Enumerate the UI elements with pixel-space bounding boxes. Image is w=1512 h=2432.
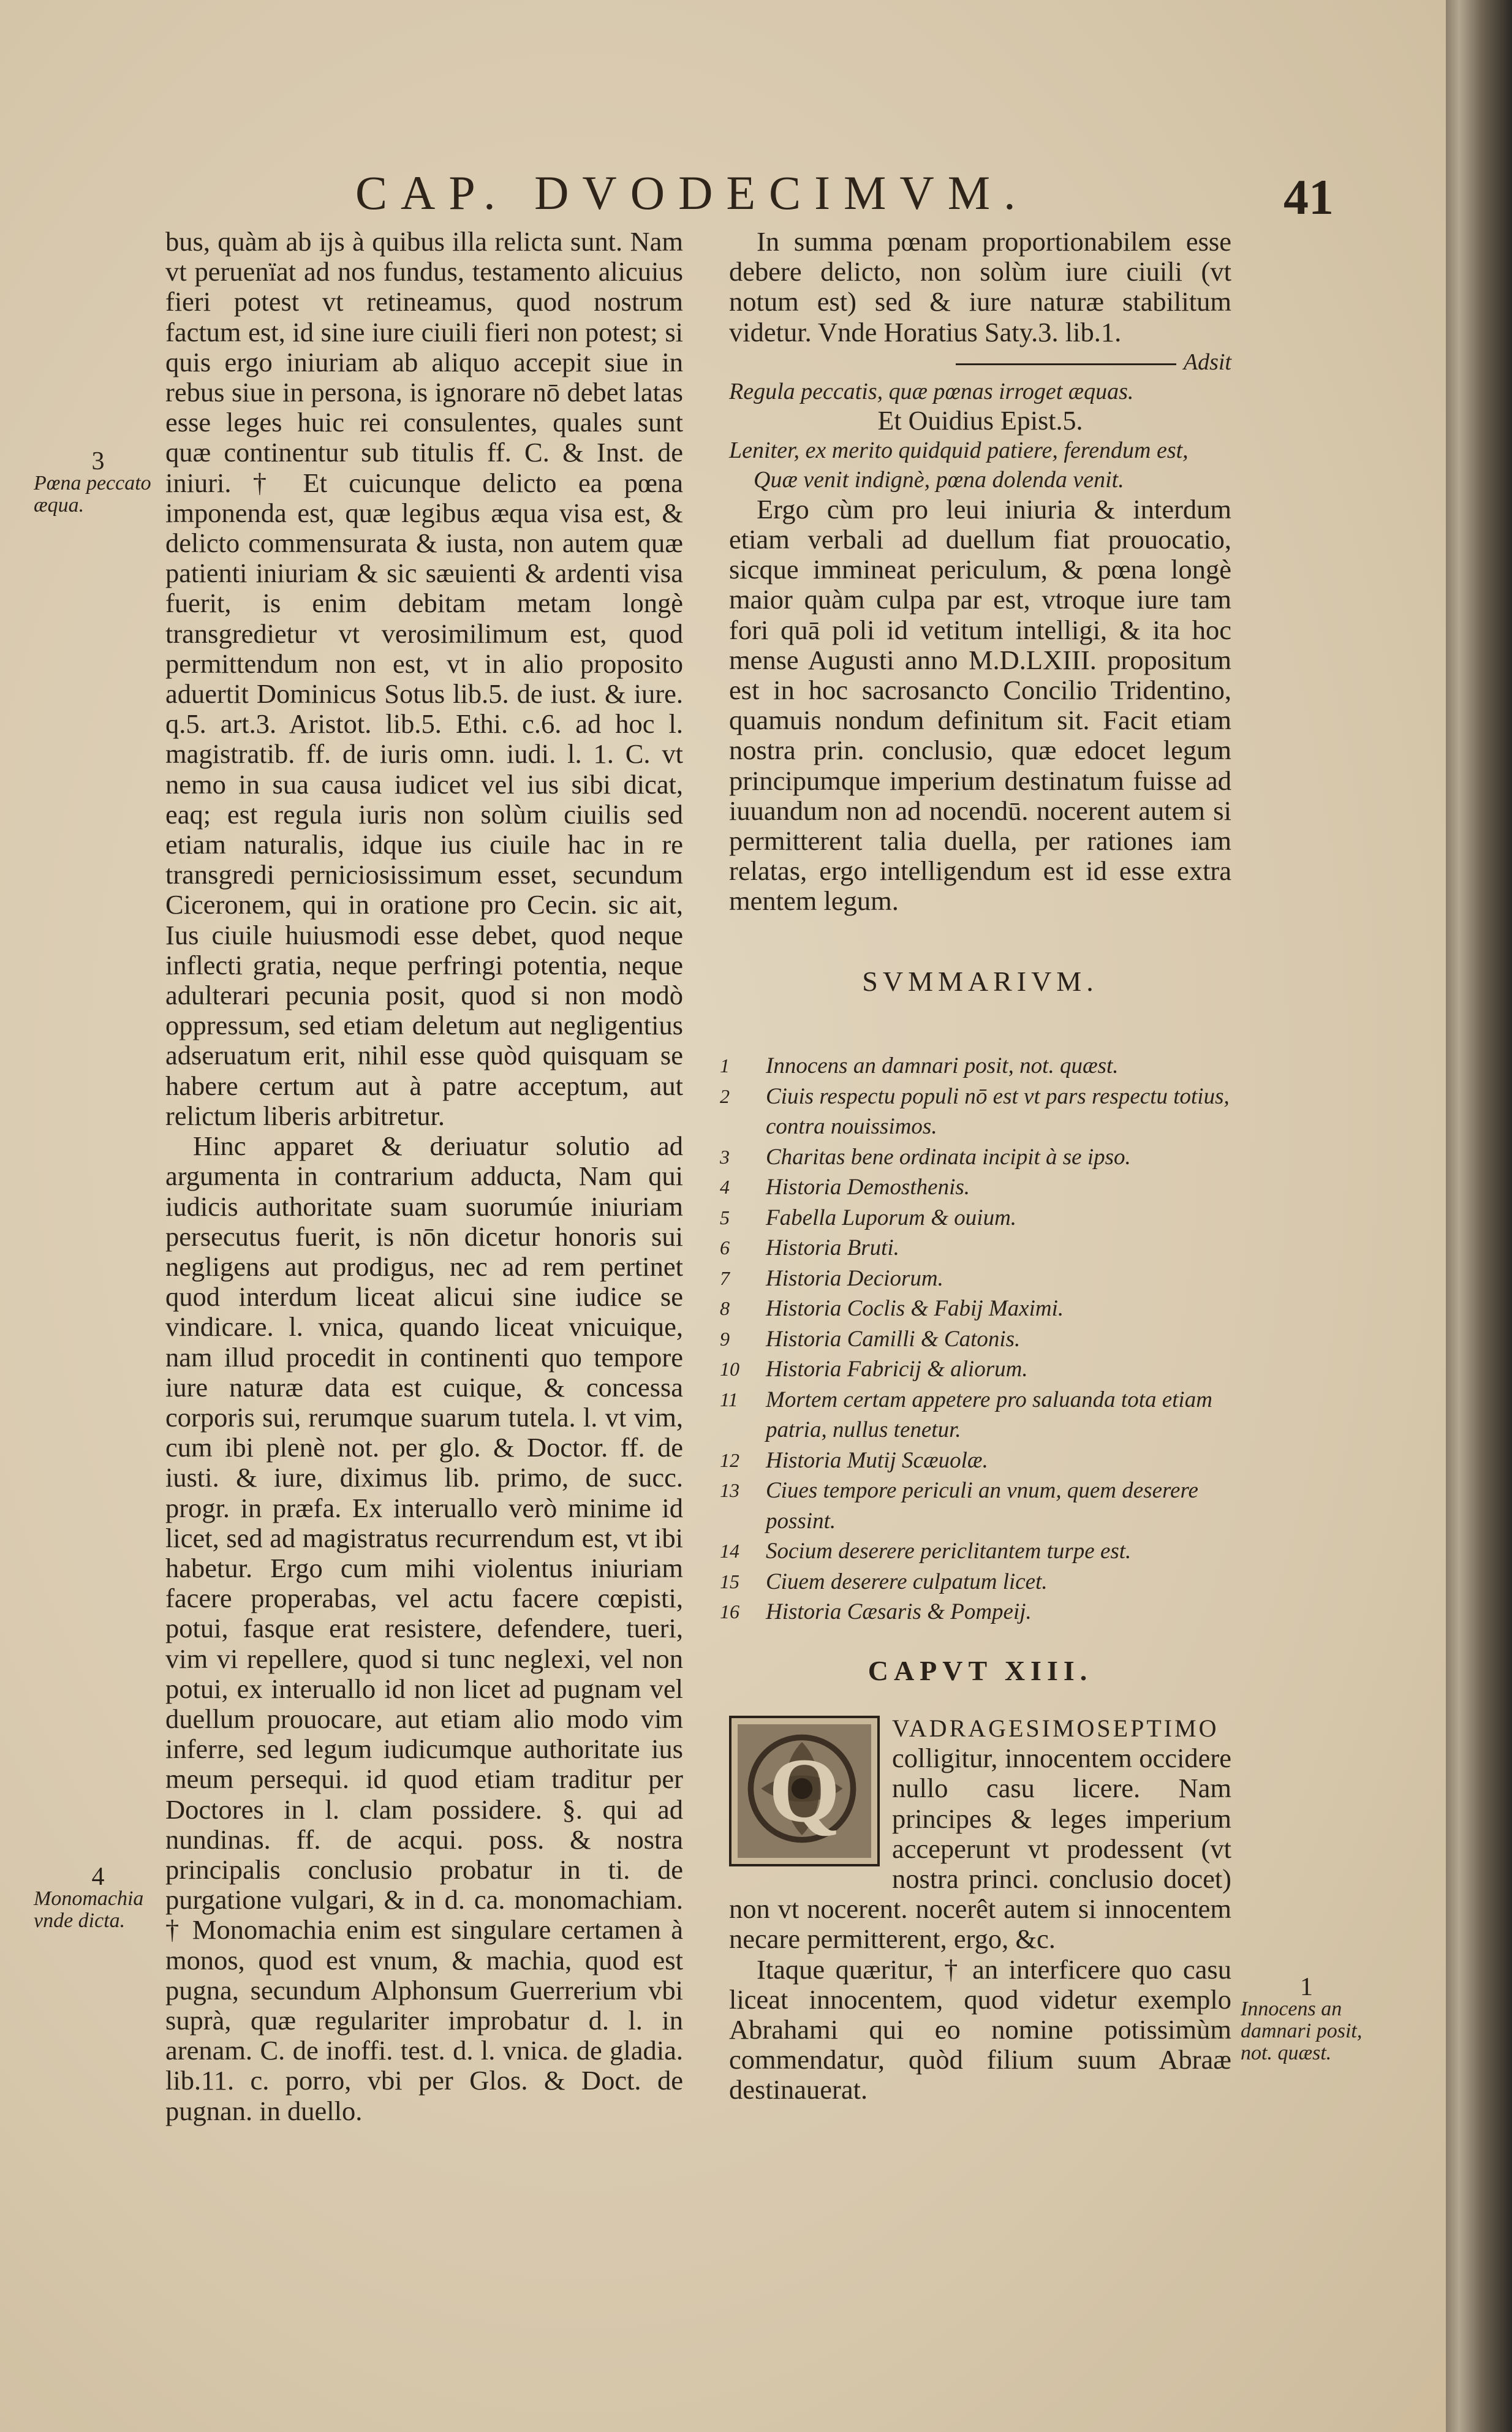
summarium-item-text: Socium deserere periclitantem turpe est. <box>766 1539 1132 1564</box>
summarium-item-text: Historia Deciorum. <box>766 1265 943 1291</box>
body-paragraph: bus, quàm ab ijs à quibus illa relicta sunt. Nam vt peruenïat ad nos fundus, testamento alicuius fieri potest vt retineamus, quod nostrum factum est, id sine iure ciuili fieri non potest; si quis ergo iniuriam ab aliquo accepit siue in rebus siue in persona, is ignorare nō debet latas esse leges huic rei consulentes, quales sunt quæ continentur sub titulis ff. C. & Inst. de iniuri. † Et cuicunque delicto ea pœna imponenda est, quæ legibus æqua visa est, & delicto commensurata & iusta, non autem quæ patienti iniuriam & sic sæuienti & ardenti visa fuerit, is enim debitam metam longè transgredietur vt verosimilimum est, quod permittendum non est, vt in alio proposito aduertit Dominicus Sotus lib.5. de iust. & iure. q.5. art.3. Aristot. lib.5. Ethi. c.6. ad hoc l. magistratib. ff. de iuris omn. iudi. l. 1. C. vt nemo in sua causa iudicet vel ius sibi dicat, eaq; est regula iuris non solùm ciuilis sed etiam naturalis, idque ius ciuile hac in re transgredi perniciosissimum esset, secundum Ciceronem, qui in oratione pro Cecin. sic ait, Ius ciuile huiusmodi esse debet, quod neque inflecti gratia, neque perfringi potentia, neque adulterari pecunia posit, quod si non modò oppressum, sed etiam deletum aut negligentius adseruatum erit, nihil esse quòd quisquam se habere certum aut à patre acceptum, aut relictum liberis arbitretur. <box>165 226 683 1131</box>
summarium-item <box>720 1233 1259 1263</box>
summarium-item <box>720 1385 1259 1445</box>
summarium-item-number: 16 <box>720 1600 739 1623</box>
lead-caps: VADRAGESIMOSEPTIMO <box>892 1714 1219 1742</box>
summarium-item-number: 11 <box>720 1388 738 1411</box>
summarium-item-text: Historia Demosthenis. <box>766 1175 970 1200</box>
margin-note-text: Innocens an damnari posit, not. quæst. <box>1241 1998 1363 2064</box>
running-title: CAP. DVODECIMVM. <box>355 166 1029 219</box>
summarium-item <box>720 1567 1259 1597</box>
margin-note-text: Monomachia vnde dicta. <box>34 1887 144 1932</box>
summarium-item-number: 4 <box>720 1176 730 1198</box>
right-column <box>729 227 1231 917</box>
summarium-item <box>720 1172 1259 1203</box>
verse-line: Leniter, ex merito quidquid patiere, ferendum est, <box>729 437 1189 463</box>
summarium-item <box>720 1263 1259 1294</box>
summarium-item-number: 15 <box>720 1570 739 1593</box>
summarium-item-number: 1 <box>720 1055 730 1077</box>
body-text: colligitur, innocentem occidere nullo casu licere. Nam principes & leges imperium acceperunt vt prodessent (vt nostra princi. conclusio docet) non vt nocerent. nocerêt autem si innocentem necare permitterent, ergo, &c. <box>729 1743 1231 1955</box>
summarium-item <box>720 1142 1259 1173</box>
margin-note-number: 4 <box>91 1863 105 1891</box>
margin-note-number: 3 <box>91 447 105 475</box>
summarium-item-text: Ciuem deserere culpatum licet. <box>766 1569 1048 1594</box>
summarium-item <box>720 1324 1259 1355</box>
summarium-item <box>720 1294 1259 1324</box>
summarium-item <box>720 1445 1259 1476</box>
margin-note-text: Pœna peccato æqua. <box>34 472 151 517</box>
summarium-item-number: 7 <box>720 1267 730 1289</box>
summarium-item-number: 3 <box>720 1145 730 1168</box>
summarium-item-text: Historia Cæsaris & Pompeij. <box>766 1599 1032 1624</box>
page-edge <box>1446 0 1512 2432</box>
summarium-item <box>720 1475 1259 1536</box>
body-paragraph: In summa pœnam proportionabilem esse debere delicto, non solùm iure ciuili (vt notum est) sed & iure naturæ stabilitum videtur. Vnde Horatius Saty.3. lib.1. <box>729 226 1231 347</box>
verse-text: Adsit <box>1183 349 1231 375</box>
summarium-item-text: Historia Coclis & Fabij Maximi. <box>766 1296 1064 1321</box>
summarium-item-number: 6 <box>720 1237 730 1259</box>
margin-note-3 <box>34 447 162 517</box>
summarium-item-text: Innocens an damnari posit, not. quæst. <box>766 1053 1119 1078</box>
page-number: 41 <box>1283 169 1334 225</box>
decorated-initial <box>729 1716 880 1866</box>
margin-note-1 <box>1241 1973 1372 2064</box>
summarium-item-text: Historia Camilli & Catonis. <box>766 1326 1021 1352</box>
summarium-item-text: Charitas bene ordinata incipit à se ipso. <box>766 1144 1131 1170</box>
summarium-item-text: Mortem certam appetere pro saluanda tota etiam patria, nullus tenetur. <box>766 1387 1212 1442</box>
summarium-item-number: 10 <box>720 1358 739 1380</box>
summarium-item <box>720 1597 1259 1627</box>
summarium-item-number: 5 <box>720 1206 730 1229</box>
verse-source: Et Ouidius Epist.5. <box>877 405 1083 436</box>
summarium-item <box>720 1536 1259 1567</box>
summarium-item <box>720 1354 1259 1385</box>
verse-line: Quæ venit indignè, pœna dolenda venit. <box>754 466 1124 493</box>
summarium-item-text: Historia Mutij Scæuolæ. <box>766 1447 988 1473</box>
margin-note-number: 1 <box>1300 1973 1313 2001</box>
summarium-item-number: 2 <box>720 1085 730 1107</box>
summarium-item-number: 13 <box>720 1479 739 1501</box>
left-column <box>165 227 683 2126</box>
chapter-body <box>729 1713 1231 2105</box>
summarium-item-number: 12 <box>720 1449 739 1471</box>
verse-rule <box>956 363 1176 365</box>
summarium-title: SVMMARIVM. <box>862 966 1098 997</box>
summarium-item <box>720 1203 1259 1233</box>
chapter-title: CAPVT XIII. <box>868 1655 1093 1686</box>
body-paragraph: Ergo cùm pro leui iniuria & interdum etiam verbali ad duellum fiat prouocatio, sicque immineat periculum, & pœna longè maior quàm culpa par est, vtroque iure tam fori quā poli id vetitum intelligi, & ita hoc mense Augusti anno M.D.LXIII. propositum est in hoc sacrosancto Concilio Tridentino, quamuis nondum definitum sit. Facit etiam nostra prin. conclusio, quæ edocet legum principumque imperium destinatum fuisse ad iuuandum non ad nocendū. nocerent autem si permitterent talia duella, per rationes iam relatas, ergo intelligendum est id esse extra mentem legum. <box>729 493 1231 917</box>
summarium-item <box>720 1082 1259 1142</box>
margin-note-4 <box>34 1863 162 1932</box>
summarium-item-text: Historia Bruti. <box>766 1235 899 1260</box>
body-paragraph: Itaque quæritur, † an interficere quo casu liceat innocentem, quod videtur exemplo Abrahami qui eo nomine potissimùm commendatur, quòd filium suum Abraæ destinauerat. <box>729 1953 1231 2105</box>
verse-line <box>729 347 1231 377</box>
summarium-item-text: Ciues tempore periculi an vnum, quem deserere possint. <box>766 1478 1198 1534</box>
summarium-item-text: Ciuis respectu populi nō est vt pars respectu totius, contra nouissimos. <box>766 1083 1230 1139</box>
initial-letter: Q <box>768 1740 841 1842</box>
summarium-list <box>720 1051 1259 1627</box>
summarium-item <box>720 1051 1259 1082</box>
summarium-item-text: Fabella Luporum & ouium. <box>766 1205 1017 1230</box>
summarium-item-text: Historia Fabricij & aliorum. <box>766 1357 1028 1382</box>
summarium-item-number: 9 <box>720 1327 730 1350</box>
summarium-item-number: 8 <box>720 1297 730 1319</box>
verse-line: Regula peccatis, quæ pœnas irroget æquas. <box>729 378 1134 404</box>
body-paragraph: Hinc apparet & deriuatur solutio ad argumenta in contrarium adducta, Nam qui iudicis authoritate suam suorumúe iniuriam persecutus fuerit, is nōn dicetur honoris sui negligens aut prodigus, nec ad rem pertinet quod interdum liceat alicui sine iudice se vindicare. l. vnica, quando liceat vnicuique, nam illud procedit in continenti quo tempore iure naturæ data est cuique, & concessa corporis sui, rerumque suarum tutela. l. vt vim, cum ibi plenè not. per glo. & Doctor. ff. de iusti. & iure, diximus lib. primo, de succ. progr. in præfa. Ex interuallo verò minime id licet, sed ad magistratus recurrendum est, vt ibi habetur. Ergo cum mihi violentus iniuriam facere properabas, vel actu facere cœpisti, potui, fasque erat resistere, defendere, tueri, vim vi repellere, quod si tunc neglexi, vel non potui, ex interuallo id non licet ad pugnam vel duellum prouocare, aut etiam alio modo vim inferre, sed legum iudicumque authoritate ius meum persequi. id quod etiam traditur per Doctores in l. clam possidere. §. qui ad nundinas. ff. de acqui. poss. & nostra principalis conclusio probatur in ti. de purgatione vulgari, & in d. ca. monomachiam. † Monomachia enim est singulare certamen à monos, quod est vnum, & machia, quod est pugna, secundum Alphonsum Guerrerium vbi suprà, quæ regulariter improbatur d. l. in arenam. C. de inoffi. test. d. l. vnica. de gladia. lib.11. c. porro, vbi per Glos. & Doct. de pugnan. in duello. <box>165 1131 683 2126</box>
summarium-item-number: 14 <box>720 1540 739 1562</box>
